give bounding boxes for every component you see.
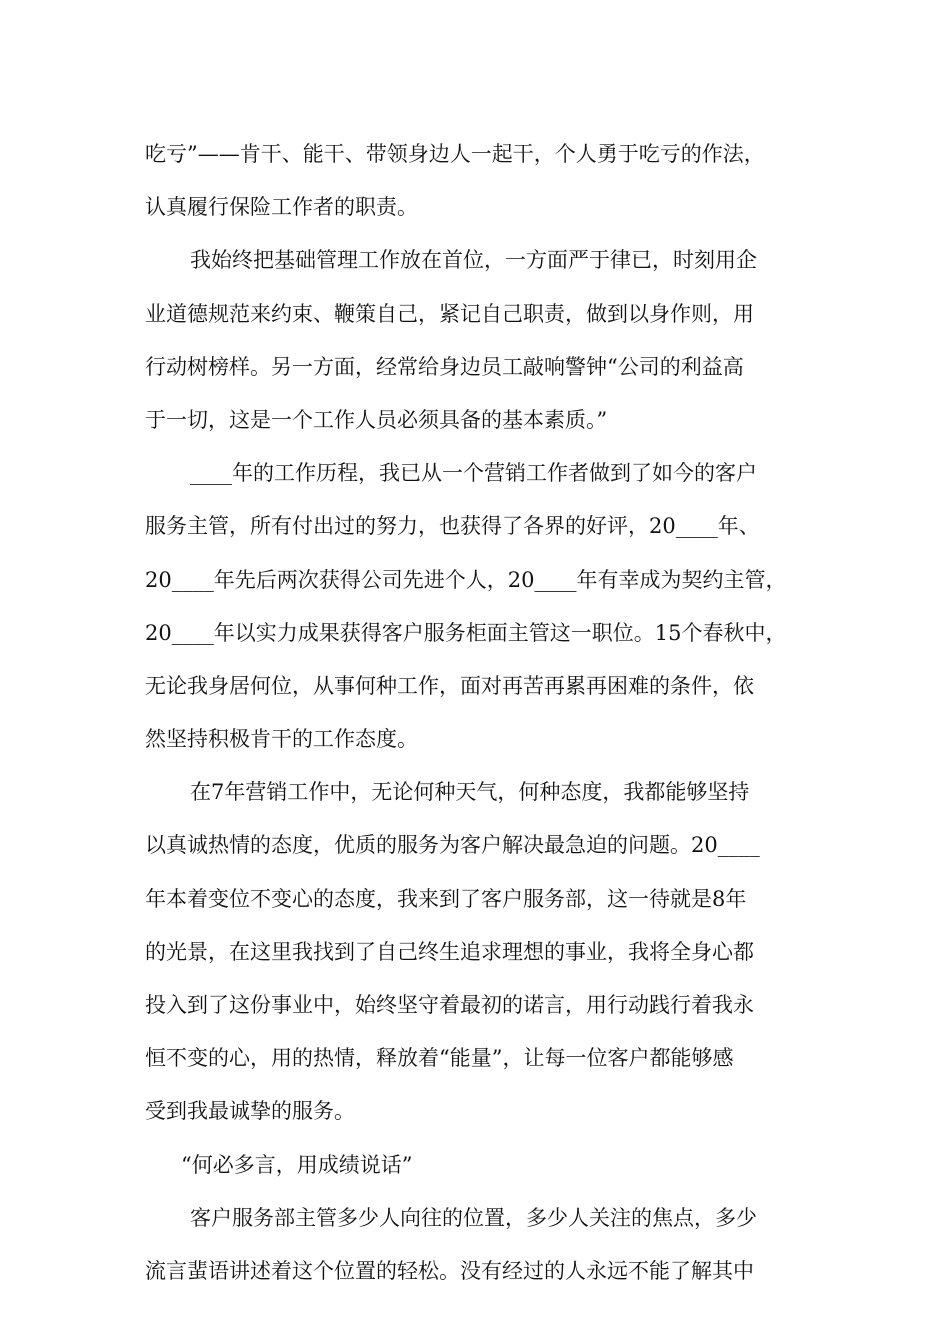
text-line: 恒不变的心，用的热情，释放着“能量”，让每一位客户都能够感: [145, 1046, 734, 1071]
text-line: 认真履行保险工作者的职责。: [145, 195, 418, 220]
text-line: 以真诚热情的态度，优质的服务为客户解决最急迫的问题。20____: [145, 833, 760, 858]
text-line: 20____年以实力成果获得客户服务柜面主管这一职位。15个春秋中，: [145, 620, 787, 645]
paragraph-first-line: ____年的工作历程，我已从一个营销工作者做到了如今的客户: [190, 461, 757, 486]
text-line: 年本着变位不变心的态度，我来到了客户服务部，这一待就是8年: [145, 886, 747, 911]
text-line: 吃亏”——肯干、能干、带领身边人一起干，个人勇于吃亏的作法，: [145, 142, 765, 166]
paragraph-first-line: 在7年营销工作中，无论何种天气，何种态度，我都能够坚持: [190, 780, 750, 805]
text-line: 然坚持积极肯干的工作态度。: [145, 727, 418, 752]
text-line: 的光景，在这里我找到了自己终生追求理想的事业，我将全身心都: [145, 939, 754, 964]
text-line: 受到我最诚挚的服务。: [145, 1099, 355, 1124]
paragraph-first-line: 我始终把基础管理工作放在首位，一方面严于律已，时刻用企: [190, 248, 757, 273]
text-line: 服务主管，所有付出过的努力，也获得了各界的好评，20____年、: [145, 514, 760, 539]
text-line: 行动树榜样。另一方面，经常给身边员工敲响警钟“公司的利益高: [145, 354, 744, 379]
text-line: 无论我身居何位，从事何种工作，面对再苦再累再困难的条件，依: [145, 673, 754, 698]
paragraph-first-line: 客户服务部主管多少人向往的位置，多少人关注的焦点，多少: [190, 1205, 757, 1230]
section-heading: “何必多言，用成绩说话”: [181, 1152, 413, 1177]
document-body: [145, 128, 825, 1298]
text-line: 流言蜚语讲述着这个位置的轻松。没有经过的人永远不能了解其中: [145, 1258, 754, 1283]
text-line: 业道德规范来约束、鞭策自己，紧记自己职责，做到以身作则，用: [145, 301, 754, 326]
text-line: 投入到了这份事业中，始终坚守着最初的诺言，用行动践行着我永: [145, 993, 754, 1017]
text-line: 于一切，这是一个工作人员必须具备的基本素质。”: [145, 407, 608, 432]
text-line: 20____年先后两次获得公司先进个人，20____年有幸成为契约主管，: [145, 567, 787, 592]
